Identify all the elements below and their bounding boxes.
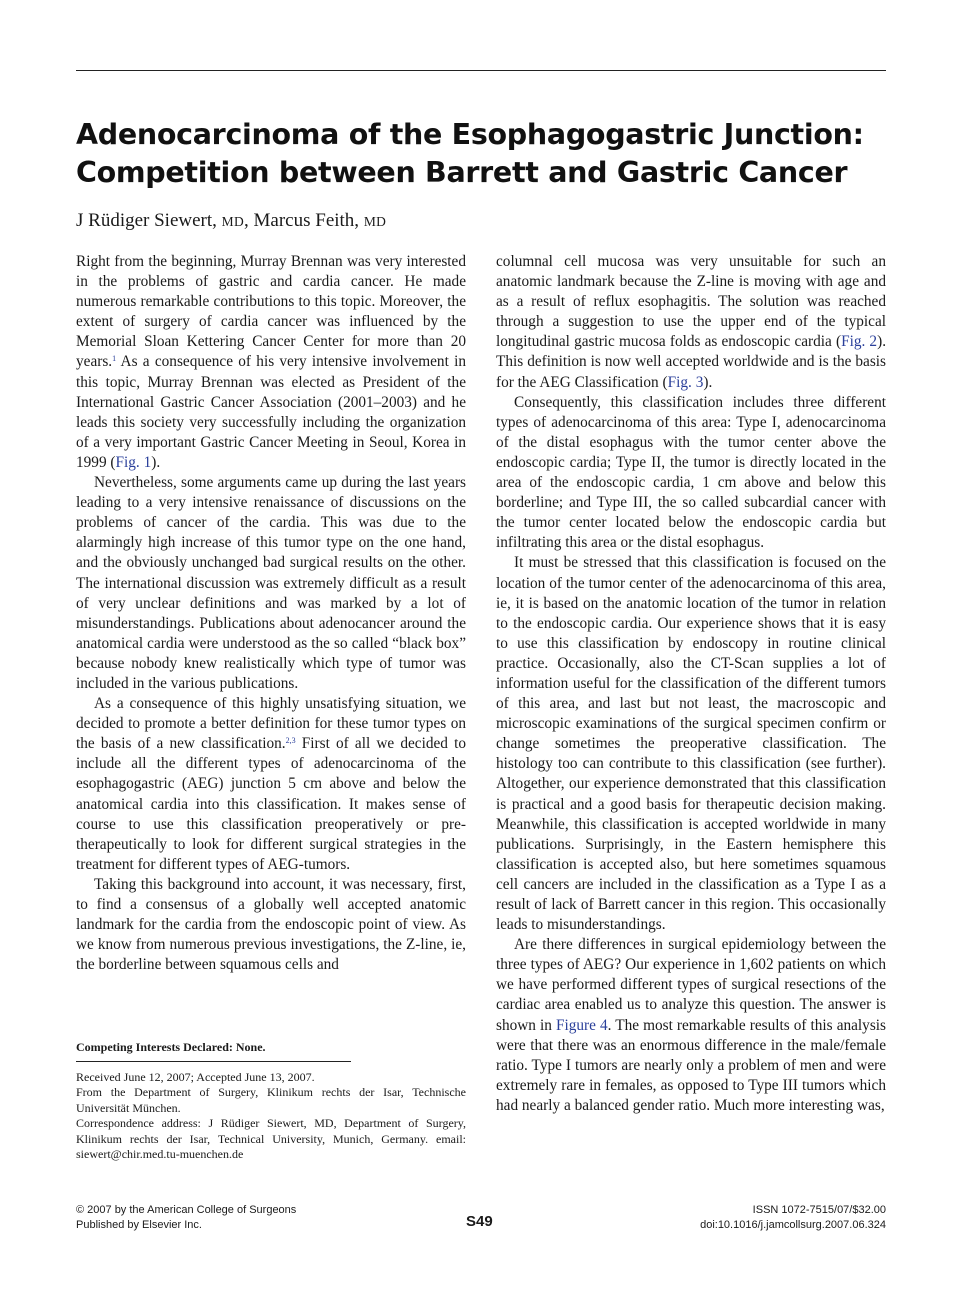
affiliation: From the Department of Surgery, Klinikum rechts der Isar, Technische Universität München.: [76, 1085, 466, 1115]
author-list: J Rüdiger Siewert, MD, Marcus Feith, MD: [76, 210, 387, 231]
doi[interactable]: doi:10.1016/j.jamcollsurg.2007.06.324: [700, 1219, 886, 1231]
correspondence: Correspondence address: J Rüdiger Siewert, MD, Department of Surgery, Klinikum rechts der Isar, Technical University, Munich, Germany. email: siewert@chir.med.tu-muenchen.de: [76, 1116, 466, 1161]
footer-left: [76, 1203, 296, 1233]
publisher: Published by Elsevier Inc.: [76, 1219, 202, 1231]
author-2-name: Marcus Feith,: [253, 210, 360, 231]
figure-4-link[interactable]: Figure 4: [555, 1016, 608, 1034]
competing-interests: Competing Interests Declared: None.: [76, 1040, 266, 1054]
title-line-2: Competition between Barrett and Gastric Cancer: [76, 156, 848, 189]
issn: ISSN 1072-7515/07/$32.00: [752, 1204, 886, 1216]
fig-1-link[interactable]: Fig. 1: [115, 453, 152, 471]
footer-right: [700, 1203, 886, 1233]
fig-2-link[interactable]: Fig. 2: [841, 333, 878, 351]
left-column: [76, 252, 466, 975]
title-line-1: Adenocarcinoma of the Esophagogastric Junction:: [76, 118, 864, 151]
notes-rule: [76, 1061, 351, 1062]
author-1-degree: MD: [221, 214, 245, 229]
right-paragraph-3: It must be stressed that this classification is focused on the location of the tumor center of the adenocarcinoma of this area, ie, it is based on the anatomic location of the tumor in relation to the endoscopic cardia. Our experience shows that it is easy to use this classification by endoscopy in routine clinical practice. Occasionally, also the CT-Scan supplies a lot of information useful for the classification of the different tumors of this area, and last but not least, the macroscopic and microscopic examinations of the surgical specimen confirm or change sometimes the preoperative classification. The histology too can contribute to this classification (see further). Altogether, our experience demonstrated that this classification is practical and a good basis for therapeutic decision making. Meanwhile, this classification is accepted worldwide in many publications. Surprisingly, in the Eastern hemisphere this classification is accepted also, but here sometimes squamous cell cancers are included in the classification as a Type I as a result of lack of Barrett cancer in this region. This occasionally leads to misunderstandings.: [496, 554, 886, 934]
reference-1-link[interactable]: 1: [112, 354, 117, 364]
article-title: [76, 116, 886, 192]
received-dates: Received June 12, 2007; Accepted June 13, 2007.: [76, 1069, 315, 1084]
copyright: © 2007 by the American College of Surgeons: [76, 1204, 297, 1216]
header-rule: [76, 70, 886, 71]
left-paragraph-1: Right from the beginning, Murray Brennan was very interested in the problems of gastric and cardia cancer. He made numerous remarkable contributions to this topic. Moreover, the extent of surgery of cardia cancer was influenced by the Memorial Sloan Kettering Cancer Center for more than 20 years.$^1$ As a consequence of his very intensive involvement in this topic, Murray Brennan was elected as President of the International Gastric Cancer Association (2001–2003) and he leads this society very successfully including the organization of a very important Gastric Cancer Meeting in Seoul, Korea in 1999 (Fig. 1).: [76, 253, 466, 471]
left-paragraph-4: Taking this background into account, it was necessary, first, to find a consensus of a globally well accepted anatomic landmark for the cardia from the endoscopic point of view. As we know from numerous previous investigations, the Z-line, ie, the borderline between squamous cells and: [76, 875, 466, 974]
left-paragraph-2: Nevertheless, some arguments came up during the last years leading to a very intensive renaissance of discussions on the problems of cancer of the cardia. This was due to the alarmingly high increase of this tumor type on the one hand, and the obviously unchanged bad surgical results on the other. The international discussion was extremely difficult as a result of very unclear definitions and was marked by a lot of misunderstandings. Publications about adenocancer around the anatomical cardia were understood as the so called “black box” because nobody knew realistically which type of tumor was included in the various publications.: [76, 474, 466, 692]
fig-3-link[interactable]: Fig. 3: [667, 373, 704, 391]
reference-2-3-link[interactable]: 2,3: [285, 736, 296, 746]
right-paragraph-1: columnal cell mucosa was very unsuitable for such an anatomic landmark because the Z-line is moving with age and as a result of reflux esophagitis. The solution was reached through a suggestion to use the upper end of the typical longitudinal gastric mucosa folds as endoscopic cardia (Fig. 2). This definition is now well accepted worldwide and is the basis for the AEG Classification (Fig. 3).: [496, 253, 887, 391]
article-notes: [76, 1040, 466, 1163]
left-paragraph-3: As a consequence of this highly unsatisfying situation, we decided to promote a better definition for these tumor types on the basis of a new classification.$^{2,3}$ First of all we decided to include all the different types of adenocarcinoma of the esophagogastric (AEG) junction 5 cm above and below the anatomical cardia into this classification. It makes sense of course to use this classification preoperatively or pre-therapeutically to look for different surgical strategies in the treatment for different types of AEG-tumors.: [76, 695, 466, 873]
page-number: S49: [466, 1213, 493, 1230]
right-paragraph-2: Consequently, this classification includes three different types of adenocarcinoma of this area: Type I, adenocarcinoma of the distal esophagus with the tumor center above the endoscopic cardia; Type II, the tumor is directly located in the area of the endoscopic cardia, 1 cm above and below this borderline; and Type III, the so called subcardial cancer with the tumor center located below the endoscopic cardia but infiltrating this area or the distal esophagus.: [496, 393, 886, 552]
right-paragraph-4: Are there differences in surgical epidemiology between the three types of AEG? Our experience in 1,602 patients on which we have performed different types of surgical resections of the cardiac area enabled us to analyze this question. The answer is shown in Figure 4. The most remarkable results of this analysis were that there was an enormous difference in the male/female ratio. Type I tumors are nearly only a problem of men and were extremely rare in females, as opposed to Type III tumors which had nearly a balanced gender ratio. Much more interesting was,: [496, 936, 886, 1114]
author-1-name: J Rüdiger Siewert,: [76, 210, 217, 231]
author-2-degree: MD: [363, 214, 387, 229]
right-column: [496, 252, 886, 1116]
